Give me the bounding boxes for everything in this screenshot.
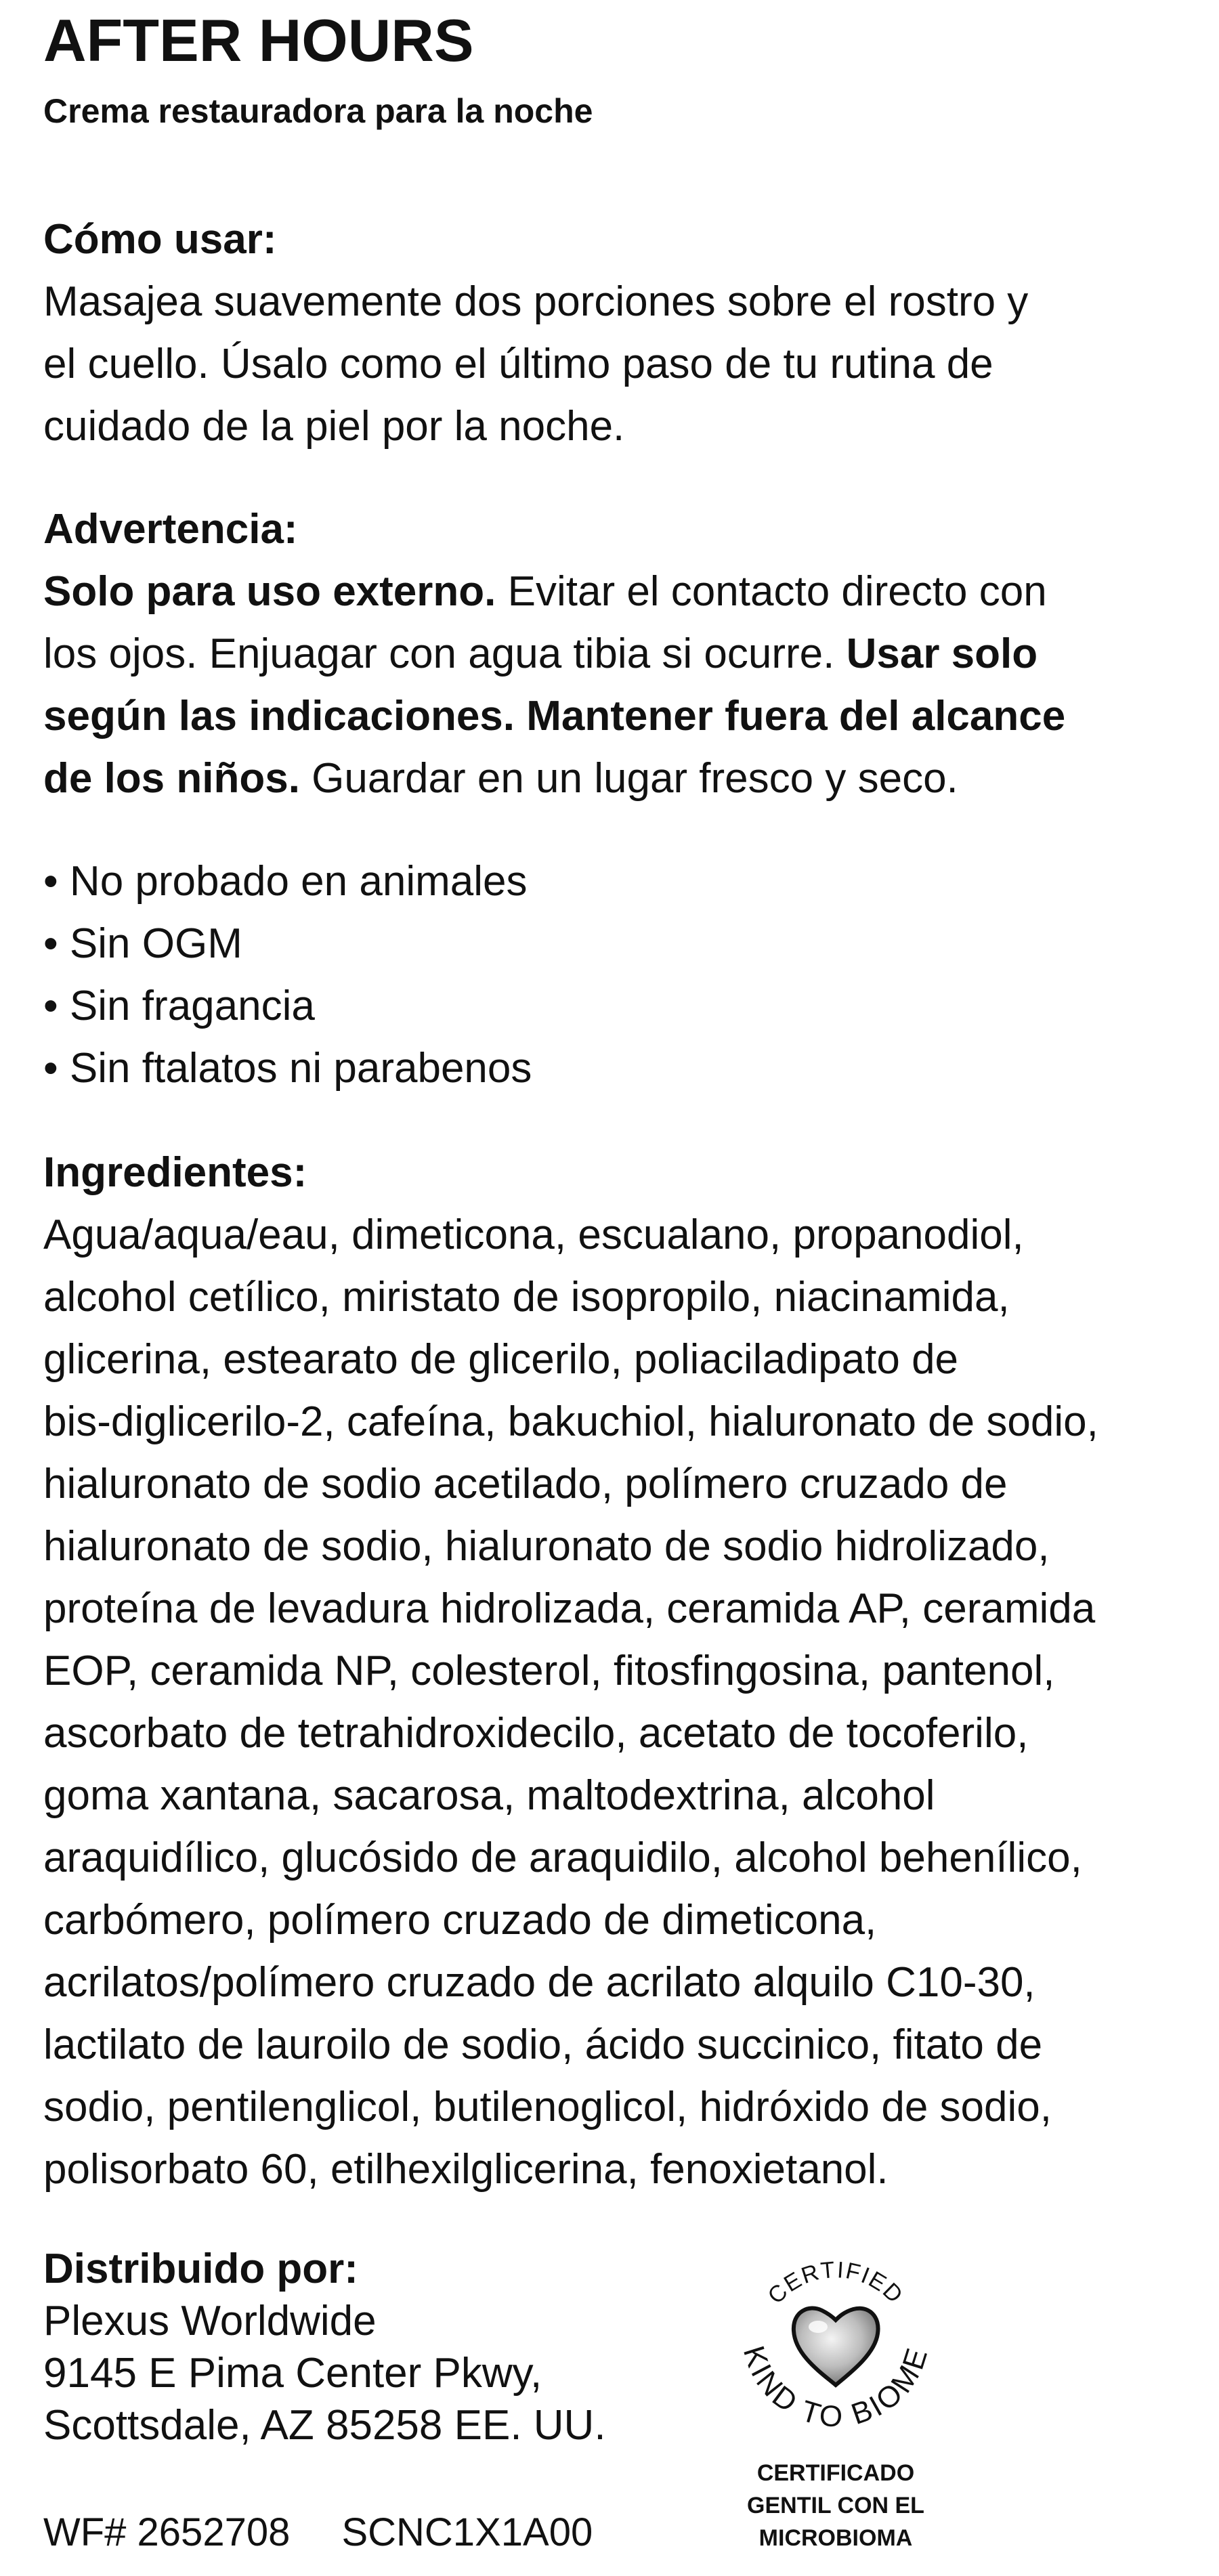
- ingredients-line: Agua/aqua/eau, dimeticona, escualano, propanodiol,: [43, 1211, 1024, 1258]
- ingredients-section: [43, 1142, 1181, 2201]
- ingredients-line: EOP, ceramida NP, colesterol, fitosfingosina, pantenol,: [43, 1648, 1055, 1694]
- claim-item: • Sin ftalatos ni parabenos: [43, 1045, 532, 1092]
- ingredients-line: carbómero, polímero cruzado de dimeticona,: [43, 1897, 877, 1944]
- product-codes: [43, 2506, 633, 2560]
- claims-list: [43, 851, 1181, 1100]
- svg-text:CERTIFIED: [763, 2257, 909, 2309]
- kind-to-biome-seal: [693, 2235, 978, 2560]
- seal-top-text: CERTIFIED: [763, 2256, 909, 2309]
- distributor-block: [43, 2243, 606, 2451]
- seal-arc-text: KIND TO BIOME: [736, 2342, 935, 2434]
- warning-line: [43, 561, 1181, 623]
- distributor-name: Plexus Worldwide: [43, 2298, 377, 2344]
- seal-graphic: [693, 2235, 978, 2458]
- product-title: AFTER HOURS: [43, 7, 474, 74]
- warning-text: Evitar el contacto directo con: [496, 568, 1047, 615]
- wf-code: WF# 2652708: [43, 2510, 291, 2554]
- warning-text: los ojos. Enjuagar con agua tibia si ocurre.: [43, 630, 847, 677]
- warning-bold-text: según las indicaciones. Mantener fuera del alcance: [43, 693, 1066, 739]
- distributor-address-line: 9145 E Pima Center Pkwy,: [43, 2350, 542, 2397]
- warning-text: Guardar en un lugar fresco y seco.: [299, 755, 958, 802]
- ingredients-line: glicerina, estearato de glicerilo, poliaciladipato de: [43, 1336, 959, 1383]
- claims-section: [43, 851, 1181, 1100]
- ingredients-line: hialuronato de sodio, hialuronato de sodio hidrolizado,: [43, 1523, 1050, 1570]
- seal-caption-line: GENTIL CON EL: [747, 2493, 924, 2518]
- ingredients-line: araquidílico, glucósido de araquidilo, alcohol behenílico,: [43, 1834, 1082, 1881]
- claim-item: • Sin OGM: [43, 920, 242, 967]
- warning-bold-text: de los niños.: [43, 755, 300, 802]
- warning-line: [43, 685, 1181, 748]
- how-to-use-heading: Cómo usar:: [43, 216, 277, 263]
- seal-caption-line: MICROBIOMA: [758, 2525, 913, 2551]
- ingredients-list: [43, 1204, 1181, 2201]
- how-to-use-section: [43, 209, 1181, 458]
- how-to-use-line: el cuello. Úsalo como el último paso de tu rutina de: [43, 341, 993, 387]
- ingredients-line: ascorbato de tetrahidroxidecilo, acetato de tocoferilo,: [43, 1710, 1029, 1757]
- ingredients-line: proteína de levadura hidrolizada, ceramida AP, ceramida: [43, 1585, 1096, 1632]
- ingredients-line: acrilatos/polímero cruzado de acrilato alquilo C10-30,: [43, 1959, 1035, 2006]
- how-to-use-line: Masajea suavemente dos porciones sobre el rostro y: [43, 278, 1029, 325]
- warning-bold-text: Usar solo: [846, 630, 1038, 677]
- warning-line: [43, 623, 1181, 685]
- seal-caption-line: CERTIFICADO: [756, 2460, 915, 2486]
- ingredients-line: hialuronato de sodio acetilado, polímero cruzado de: [43, 1461, 1008, 1507]
- warning-heading: Advertencia:: [43, 506, 298, 553]
- claim-item: • Sin fragancia: [43, 983, 315, 1029]
- sku-code: SCNC1X1A00: [341, 2510, 593, 2554]
- claim-item: • No probado en animales: [43, 858, 528, 905]
- ingredients-line: bis-diglicerilo-2, cafeína, bakuchiol, hialuronato de sodio,: [43, 1398, 1098, 1445]
- product-subtitle: Crema restauradora para la noche: [43, 92, 593, 130]
- ingredients-line: polisorbato 60, etilhexilglicerina, fenoxietanol.: [43, 2146, 889, 2193]
- ingredients-line: lactilato de lauroilo de sodio, ácido succinico, fitato de: [43, 2021, 1043, 2068]
- warning-line: [43, 748, 1181, 810]
- how-to-use-line: cuidado de la piel por la noche.: [43, 403, 625, 450]
- seal-caption: [693, 2457, 978, 2554]
- warning-section: [43, 498, 1181, 810]
- distributor-heading: Distribuido por:: [43, 2246, 358, 2292]
- warning-bold-text: Solo para uso externo.: [43, 568, 496, 615]
- heart-blob-icon: [794, 2309, 878, 2385]
- distributor-address-line: Scottsdale, AZ 85258 EE. UU.: [43, 2402, 606, 2449]
- ingredients-heading: Ingredientes:: [43, 1149, 307, 1196]
- ingredients-line: goma xantana, sacarosa, maltodextrina, alcohol: [43, 1772, 935, 1819]
- ingredients-line: sodio, pentilenglicol, butilenoglicol, hidróxido de sodio,: [43, 2084, 1052, 2130]
- ingredients-line: alcohol cetílico, miristato de isopropilo, niacinamida,: [43, 1274, 1010, 1321]
